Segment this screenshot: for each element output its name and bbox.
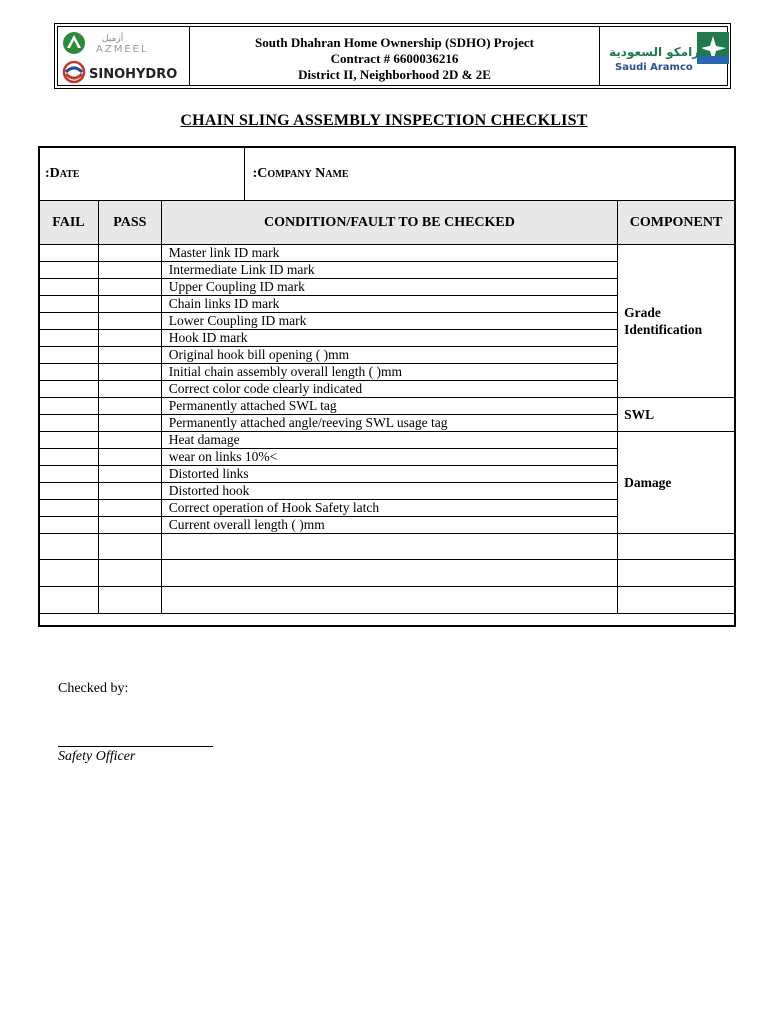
pass-checkbox[interactable] bbox=[98, 245, 161, 262]
azmeel-arabic: أزميل bbox=[102, 34, 124, 44]
check-item: Permanently attached SWL tag bbox=[161, 398, 617, 415]
azmeel-wordmark: AZMEEL bbox=[96, 44, 149, 55]
fail-checkbox[interactable] bbox=[39, 364, 99, 381]
fail-checkbox[interactable] bbox=[39, 296, 99, 313]
fail-column-header: FAIL bbox=[39, 201, 99, 245]
check-item: Lower Coupling ID mark bbox=[161, 313, 617, 330]
fail-checkbox[interactable] bbox=[39, 347, 99, 364]
fail-checkbox[interactable] bbox=[39, 245, 99, 262]
pass-checkbox[interactable] bbox=[98, 279, 161, 296]
pass-checkbox[interactable] bbox=[98, 398, 161, 415]
pass-checkbox[interactable] bbox=[98, 449, 161, 466]
fail-checkbox[interactable] bbox=[39, 262, 99, 279]
blank-condition-cell[interactable] bbox=[161, 534, 617, 560]
fail-checkbox[interactable] bbox=[39, 398, 99, 415]
fail-checkbox[interactable] bbox=[39, 330, 99, 347]
blank-component-cell[interactable] bbox=[618, 587, 735, 614]
fail-checkbox[interactable] bbox=[39, 587, 99, 614]
check-item: Hook ID mark bbox=[161, 330, 617, 347]
checked-by-label: Checked by: bbox=[58, 681, 129, 696]
fail-checkbox[interactable] bbox=[39, 466, 99, 483]
component-swl: SWL bbox=[618, 398, 735, 432]
signer-role: Safety Officer bbox=[58, 749, 136, 764]
inspection-checklist-table bbox=[38, 146, 735, 614]
pass-checkbox[interactable] bbox=[98, 347, 161, 364]
blank-component-cell[interactable] bbox=[618, 534, 735, 560]
component-grade-identification: Grade Identification bbox=[618, 245, 735, 398]
pass-checkbox[interactable] bbox=[98, 587, 161, 614]
fail-checkbox[interactable] bbox=[39, 483, 99, 500]
fail-checkbox[interactable] bbox=[39, 313, 99, 330]
aramco-arabic: أرامكو السعودية bbox=[609, 45, 704, 59]
project-info bbox=[190, 27, 600, 85]
check-item: Current overall length ( )mm bbox=[161, 517, 617, 534]
check-item: Chain links ID mark bbox=[161, 296, 617, 313]
blank-condition-cell[interactable] bbox=[161, 587, 617, 614]
fail-checkbox[interactable] bbox=[39, 415, 99, 432]
fail-checkbox[interactable] bbox=[39, 381, 99, 398]
company-name-field[interactable] bbox=[244, 147, 734, 201]
check-item: Original hook bill opening ( )mm bbox=[161, 347, 617, 364]
fail-checkbox[interactable] bbox=[39, 449, 99, 466]
column-header-row bbox=[39, 201, 735, 245]
check-item: Correct color code clearly indicated bbox=[161, 381, 617, 398]
check-item: Upper Coupling ID mark bbox=[161, 279, 617, 296]
aramco-wordmark: Saudi Aramco bbox=[615, 62, 693, 73]
component-column-header: COMPONENT bbox=[618, 201, 735, 245]
client-logo-cell bbox=[601, 27, 727, 85]
check-item: wear on links 10%< bbox=[161, 449, 617, 466]
check-item: Master link ID mark bbox=[161, 245, 617, 262]
blank-row bbox=[39, 587, 735, 614]
contractor-logos bbox=[58, 27, 190, 85]
district-info: District II, Neighborhood 2D & 2E bbox=[298, 67, 491, 82]
contract-number: Contract # 6600036216 bbox=[330, 51, 459, 66]
check-item: Distorted hook bbox=[161, 483, 617, 500]
pass-checkbox[interactable] bbox=[98, 517, 161, 534]
pass-checkbox[interactable] bbox=[98, 432, 161, 449]
info-row bbox=[39, 147, 735, 201]
project-name: South Dhahran Home Ownership (SDHO) Project bbox=[255, 35, 534, 50]
fail-checkbox[interactable] bbox=[39, 432, 99, 449]
date-label: :Date bbox=[45, 165, 80, 181]
check-item: Intermediate Link ID mark bbox=[161, 262, 617, 279]
pass-checkbox[interactable] bbox=[98, 560, 161, 587]
component-damage: Damage bbox=[618, 432, 735, 534]
checklist-title: CHAIN SLING ASSEMBLY INSPECTION CHECKLIST bbox=[180, 112, 588, 129]
pass-checkbox[interactable] bbox=[98, 262, 161, 279]
sinohydro-logo bbox=[62, 60, 184, 84]
fail-checkbox[interactable] bbox=[39, 279, 99, 296]
check-item: Distorted links bbox=[161, 466, 617, 483]
blank-row bbox=[39, 534, 735, 560]
document-header bbox=[54, 23, 731, 89]
check-item: Initial chain assembly overall length ( )mm bbox=[161, 364, 617, 381]
pass-checkbox[interactable] bbox=[98, 296, 161, 313]
pass-checkbox[interactable] bbox=[98, 466, 161, 483]
pass-checkbox[interactable] bbox=[98, 415, 161, 432]
pass-checkbox[interactable] bbox=[98, 483, 161, 500]
fail-checkbox[interactable] bbox=[39, 517, 99, 534]
check-item: Permanently attached angle/reeving SWL usage tag bbox=[161, 415, 617, 432]
azmeel-logo bbox=[62, 31, 184, 55]
table-row bbox=[39, 432, 735, 449]
signature-line[interactable] bbox=[58, 746, 213, 747]
header-frame bbox=[57, 26, 728, 86]
pass-checkbox[interactable] bbox=[98, 313, 161, 330]
sinohydro-wordmark: SINOHYDRO bbox=[89, 67, 178, 82]
pass-checkbox[interactable] bbox=[98, 381, 161, 398]
table-row bbox=[39, 245, 735, 262]
blank-condition-cell[interactable] bbox=[161, 560, 617, 587]
blank-component-cell[interactable] bbox=[618, 560, 735, 587]
fail-checkbox[interactable] bbox=[39, 534, 99, 560]
check-item: Correct operation of Hook Safety latch bbox=[161, 500, 617, 517]
saudi-aramco-logo bbox=[605, 30, 731, 84]
fail-checkbox[interactable] bbox=[39, 560, 99, 587]
blank-row bbox=[39, 560, 735, 587]
check-item: Heat damage bbox=[161, 432, 617, 449]
company-name-label: :Company Name bbox=[252, 165, 349, 181]
condition-column-header: CONDITION/FAULT TO BE CHECKED bbox=[161, 201, 617, 245]
pass-checkbox[interactable] bbox=[98, 364, 161, 381]
table-row bbox=[39, 398, 735, 415]
date-field[interactable] bbox=[39, 147, 245, 201]
fail-checkbox[interactable] bbox=[39, 500, 99, 517]
pass-checkbox[interactable] bbox=[98, 500, 161, 517]
pass-checkbox[interactable] bbox=[98, 330, 161, 347]
pass-checkbox[interactable] bbox=[98, 534, 161, 560]
pass-column-header: PASS bbox=[98, 201, 161, 245]
